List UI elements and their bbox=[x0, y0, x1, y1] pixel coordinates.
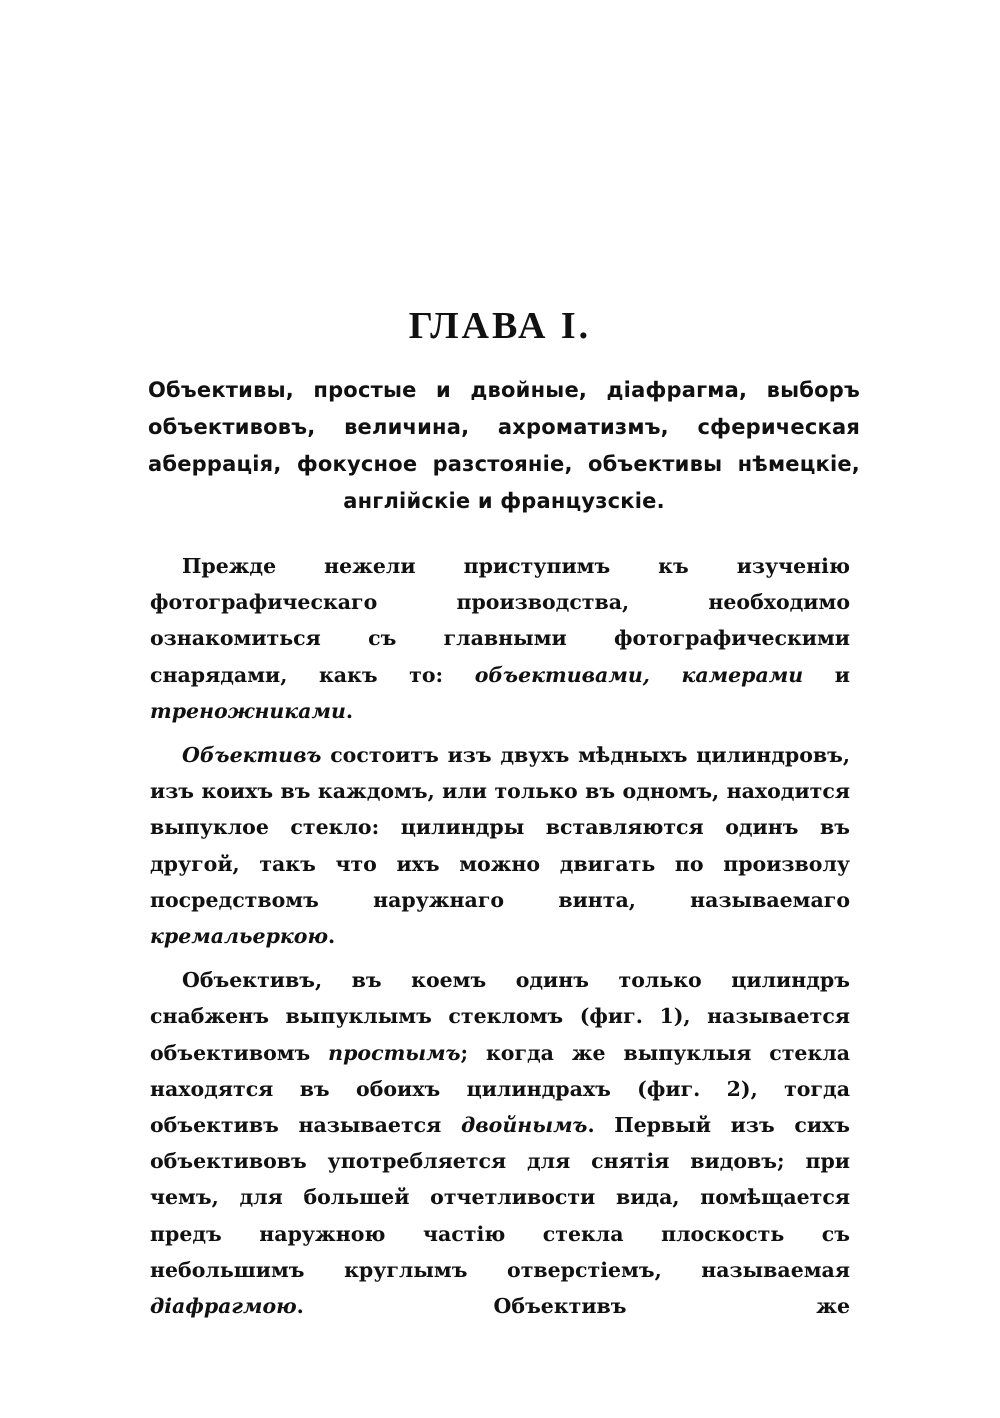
paragraph-2-italic-a: Объективъ bbox=[182, 743, 322, 768]
paragraph-3-text-e: . Первый изъ сихъ объективовъ употребляется для снятія видовъ; при чемъ, для большей отчетливости вида, помѣщается предъ наружною частію стекла плоскость съ небольшимъ круглымъ отверстіемъ, называемая bbox=[150, 1113, 851, 1282]
paragraph-2 bbox=[150, 737, 850, 954]
paragraph-2-text-d: . bbox=[328, 924, 336, 949]
paragraph-2-text-b: состоитъ изъ двухъ мѣдныхъ цилиндровъ, изъ коихъ въ каждомъ, или только въ одномъ, находится выпуклое стекло: цилиндры вставляются одинъ въ другой, такъ что ихъ можно двигать по произволу посредствомъ наружнаго винта, называемаго bbox=[150, 743, 850, 912]
paragraph-3-text-c: ; когда же выпуклыя стекла находятся въ обоихъ цилиндрахъ (фиг. 2), тогда объективъ называется bbox=[150, 1040, 850, 1138]
paragraph-3-text-a: Объективъ, въ коемъ одинъ только цилиндръ снабженъ выпуклымъ стекломъ (фиг. 1), называется объективомъ bbox=[150, 968, 850, 1065]
paragraph-1-italic-b: объективами, камерами bbox=[474, 662, 804, 687]
paragraph-3 bbox=[150, 962, 850, 1324]
paragraph-1 bbox=[150, 548, 850, 729]
chapter-title: ГЛАВА I. bbox=[408, 305, 592, 347]
paragraph-3-italic-f: діафрагмою bbox=[150, 1294, 297, 1319]
paragraph-3-italic-d: двойнымъ bbox=[460, 1113, 588, 1138]
body-text bbox=[150, 548, 850, 1332]
chapter-summary: Объективы, простые и двойные, діафрагма, выборъ объективовъ, величина, ахроматизмъ, сферическая аберрація, фокусное разстояніе, объективы нѣмецкіе, англійскіе и французскіе. bbox=[148, 378, 860, 513]
paragraph-1-text-c: и bbox=[803, 662, 850, 687]
paragraph-1-italic-d: треножниками bbox=[150, 698, 346, 723]
paragraph-1-text-a: Прежде нежели приступимъ къ изученію фотографическаго производства, необходимо ознакомиться съ главными фотографическими снарядами, какъ то: bbox=[150, 554, 850, 687]
paragraph-2-italic-c: кремальеркою bbox=[150, 924, 329, 949]
paragraph-3-text-g: . Объективъ же bbox=[296, 1294, 850, 1319]
paragraph-1-text-e: . bbox=[345, 698, 353, 723]
paragraph-3-italic-b: простымъ bbox=[328, 1040, 461, 1065]
